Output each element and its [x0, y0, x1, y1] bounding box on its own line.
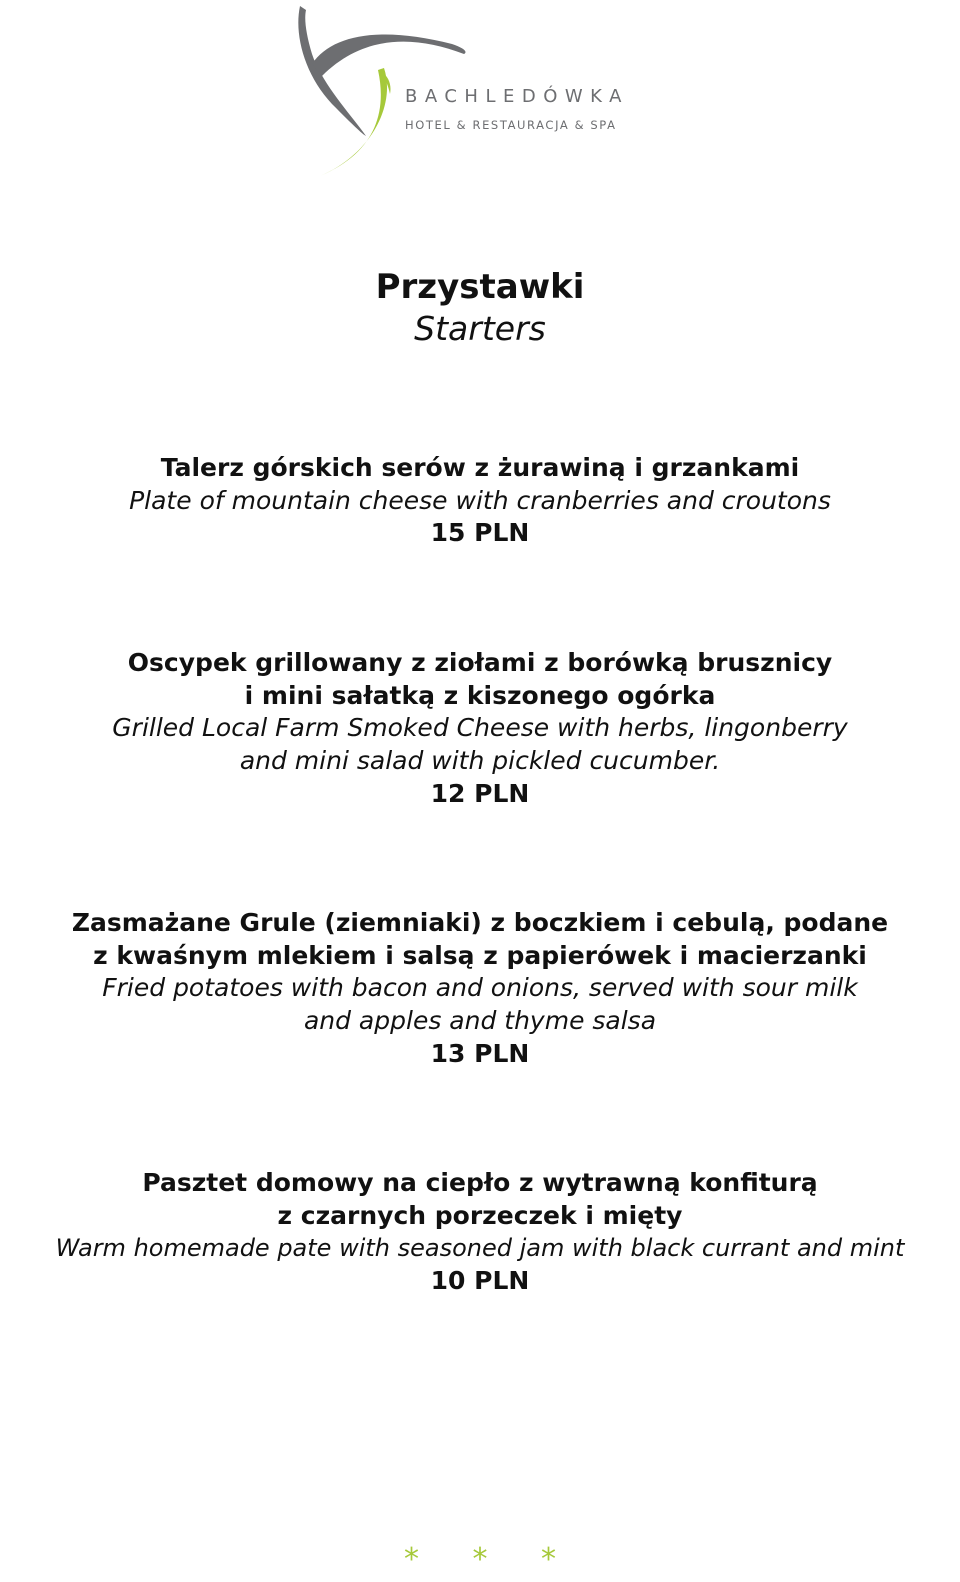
dish-name-polish: z czarnych porzeczek i mięty: [277, 1200, 683, 1230]
dish-price: 15 PLN: [430, 518, 530, 548]
dish-name-english: Fried potatoes with bacon and onions, served with sour milk: [102, 973, 858, 1003]
dish-name-polish: Pasztet domowy na ciepło z wytrawną konfiturą: [142, 1168, 818, 1197]
section-title-english: Starters: [414, 309, 546, 348]
dish-name-polish: Zasmażane Grule (ziemniaki) z boczkiem i cebulą, podane: [71, 908, 889, 937]
dish-name-english: Plate of mountain cheese with cranberries and croutons: [129, 485, 831, 515]
menu-item: [0, 452, 960, 550]
dish-name-polish: i mini sałatką z kiszonego ogórka: [244, 680, 716, 710]
dish-name-polish: z kwaśnym mlekiem i salsą z papierówek i macierzanki: [93, 940, 867, 970]
menu-item: [0, 1167, 960, 1298]
hotel-logo: [292, 4, 672, 180]
logo-subtitle: HOTEL & RESTAURACJA & SPA: [405, 118, 617, 132]
dish-name-english: and mini salad with pickled cucumber.: [239, 746, 721, 776]
dish-name-english: Grilled Local Farm Smoked Cheese with herbs, lingonberry: [112, 713, 848, 743]
menu-item: [0, 907, 960, 1071]
footer-stars-divider: * * *: [403, 1542, 579, 1577]
menu-item: [0, 647, 960, 811]
dish-price: 12 PLN: [430, 778, 530, 808]
logo-name: BACHLEDÓWKA: [405, 86, 629, 107]
dish-name-english: and apples and thyme salsa: [303, 1006, 657, 1036]
dish-name-english: Warm homemade pate with seasoned jam with black currant and mint: [55, 1234, 905, 1263]
dish-price: 13 PLN: [430, 1038, 530, 1068]
section-title-polish: Przystawki: [375, 267, 585, 307]
dish-name-polish: Oscypek grillowany z ziołami z borówką brusznicy: [127, 648, 833, 677]
dish-price: 10 PLN: [430, 1266, 530, 1296]
dish-name-polish: Talerz górskich serów z żurawiną i grzankami: [160, 453, 800, 482]
